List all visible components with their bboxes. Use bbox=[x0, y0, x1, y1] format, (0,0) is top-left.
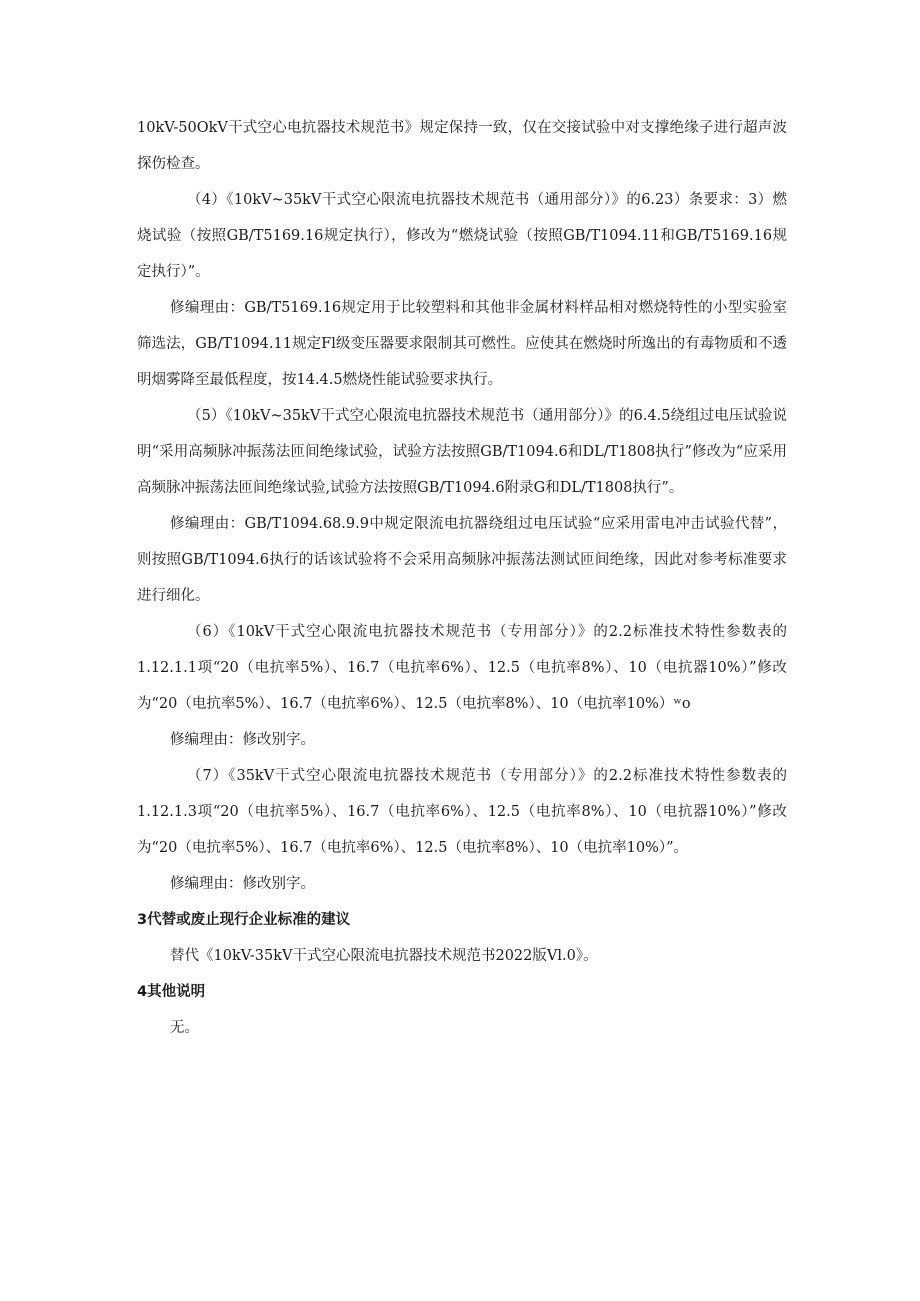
paragraph-reason-6: 修编理由：修改别字。 bbox=[170, 732, 315, 748]
paragraph-other: 无。 bbox=[170, 1020, 199, 1036]
paragraph-item-5: （5）《10kV~35kV干式空心限流电抗器技术规范书（通用部分）》的6.4.5绕组过电压试验说明“采用高频脉冲振荡法匝间绝缘试验，试验方法按照GB/T1094.6和DL/T1808执行”修改为“应采用高频脉冲振荡法匝间绝缘试验,试验方法按照GB/T1094.6附录G和DL/T1808执行”。 bbox=[137, 408, 787, 496]
section-heading-4: 4其他说明 bbox=[137, 984, 206, 1000]
paragraph-reason-5: 修编理由：GB/T1094.68.9.9中规定限流电抗器绕组过电压试验“应采用雷电冲击试验代替”，则按照GB/T1094.6执行的话该试验将不会采用高频脉冲振荡法测试匝间绝缘，因此对参考标准要求进行细化。 bbox=[137, 516, 787, 604]
section-heading-3: 3代替或废止现行企业标准的建议 bbox=[137, 912, 351, 928]
paragraph-replacement: 替代《10kV-35kV干式空心限流电抗器技术规范书2022版Vl.0》。 bbox=[170, 948, 598, 964]
paragraph-reason-4: 修编理由：GB/T5169.16规定用于比较塑料和其他非金属材料样品相对燃烧特性的小型实验室筛选法，GB/T1094.11规定Fl级变压器要求限制其可燃性。应使其在燃烧时所逸出的有毒物质和不透明烟雾降至最低程度，按14.4.5燃烧性能试验要求执行。 bbox=[137, 300, 787, 388]
paragraph-item-7: （7）《35kV干式空心限流电抗器技术规范书（专用部分）》的2.2标准技术特性参数表的1.12.1.3项“20（电抗率5%）、16.7（电抗率6%）、12.5（电抗率8%）、10（电抗器10%）”修改为“20（电抗率5%）、16.7（电抗率6%）、12.5（电抗率8%）、10（电抗率10%）”。 bbox=[137, 768, 787, 856]
paragraph-item-6: （6）《10kV干式空心限流电抗器技术规范书（专用部分）》的2.2标准技术特性参数表的1.12.1.1项“20（电抗率5%）、16.7（电抗率6%）、12.5（电抗率8%）、10（电抗器10%）”修改为“20（电抗率5%）、16.7（电抗率6%）、12.5（电抗率8%）、10（电抗率10%）ʷo bbox=[137, 624, 787, 712]
paragraph-item-4: （4）《10kV~35kV干式空心限流电抗器技术规范书（通用部分）》的6.23）条要求：3）燃烧试验（按照GB/T5169.16规定执行），修改为“燃烧试验（按照GB/T1094.11和GB/T5169.16规定执行）”。 bbox=[137, 192, 787, 280]
paragraph-continuation: 10kV-50OkV干式空心电抗器技术规范书》规定保持一致，仅在交接试验中对支撑绝缘子进行超声波探伤检查。 bbox=[137, 120, 787, 172]
paragraph-reason-7: 修编理由：修改别字。 bbox=[170, 876, 315, 892]
